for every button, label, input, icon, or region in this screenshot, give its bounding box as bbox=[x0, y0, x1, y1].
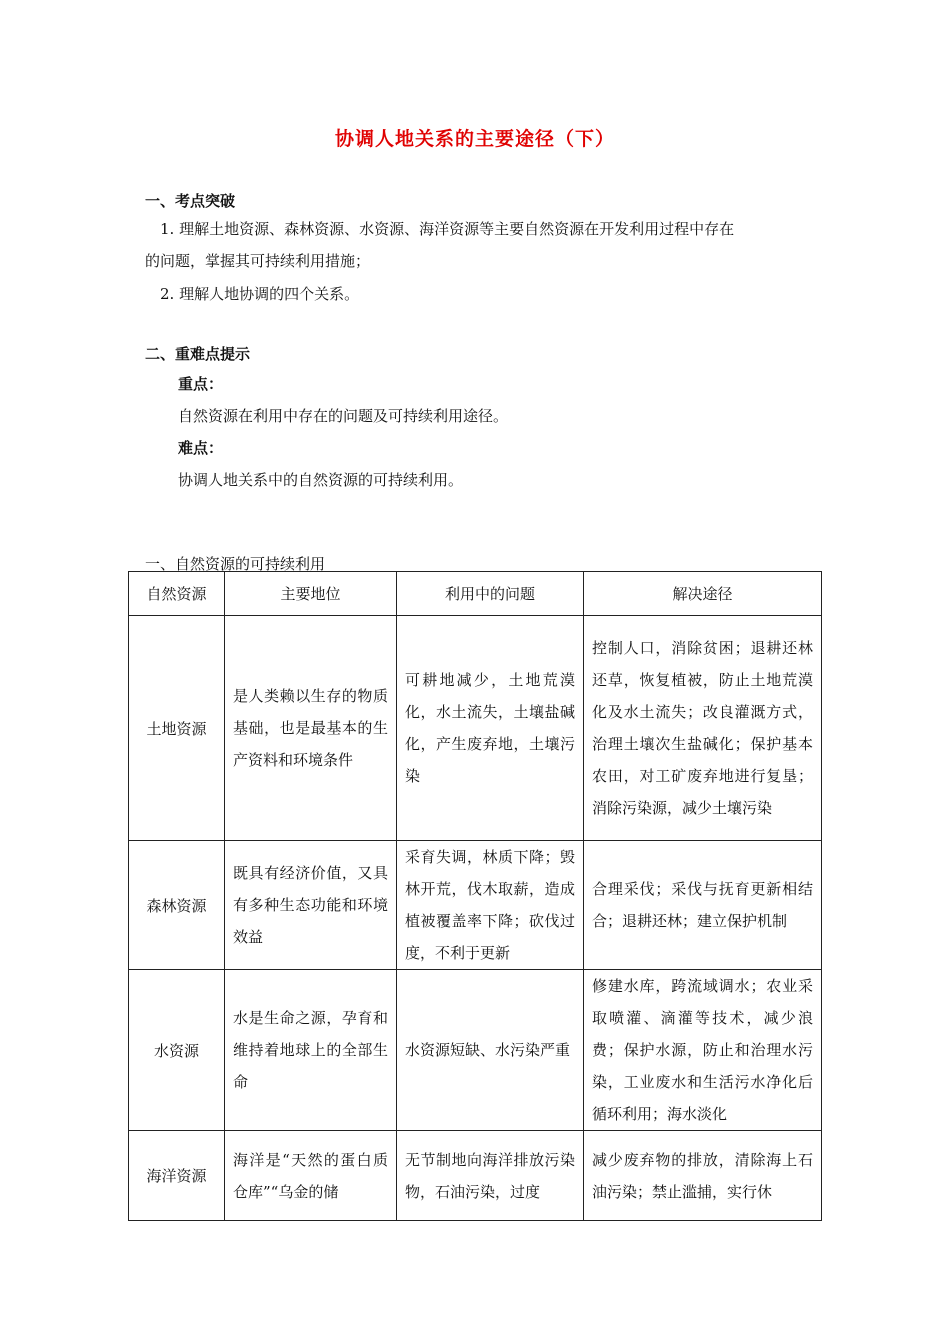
resources-table bbox=[128, 571, 822, 1221]
problems-text: 采育失调，林质下降；毁林开荒，伐木取薪，造成植被覆盖率下降；砍伐过度，不利于更新 bbox=[405, 848, 575, 962]
difficult-point-label: 难点： bbox=[178, 439, 224, 457]
resource-name: 海洋资源 bbox=[129, 1131, 225, 1221]
problems-cell bbox=[397, 616, 584, 841]
objective-1-line-1: 1. 理解土地资源、森林资源、水资源、海洋资源等主要自然资源在开发利用过程中存在 bbox=[160, 220, 735, 238]
header-resource: 自然资源 bbox=[129, 572, 225, 616]
header-status: 主要地位 bbox=[225, 572, 397, 616]
status-cell bbox=[225, 841, 397, 970]
table-row bbox=[129, 841, 822, 970]
problems-cell bbox=[397, 970, 584, 1131]
difficult-point-text: 协调人地关系中的自然资源的可持续利用。 bbox=[178, 471, 464, 489]
problems-text: 可耕地减少，土地荒漠化，水土流失，土壤盐碱化，产生废弃地，土壤污染 bbox=[405, 671, 575, 785]
table-row bbox=[129, 1131, 822, 1221]
status-text: 水是生命之源，孕育和维持着地球上的全部生命 bbox=[233, 1009, 388, 1091]
table-row bbox=[129, 970, 822, 1131]
section-heading-focus: 二、重难点提示 bbox=[145, 345, 251, 363]
status-text: 是人类赖以生存的物质基础，也是最基本的生产资料和环境条件 bbox=[233, 687, 388, 769]
solutions-text: 控制人口，消除贫困；退耕还林还草，恢复植被，防止土地荒漠化及水土流失；改良灌溉方式，治理土壤次生盐碱化；保护基本农田，对工矿废弃地进行复垦；消除污染源，减少土壤污染 bbox=[592, 639, 813, 817]
header-problems: 利用中的问题 bbox=[397, 572, 584, 616]
page-title: 协调人地关系的主要途径（下） bbox=[334, 128, 615, 150]
section-heading-key-points: 一、考点突破 bbox=[145, 192, 236, 210]
solutions-cell bbox=[584, 616, 822, 841]
objective-1-line-2: 的问题，掌握其可持续利用措施； bbox=[145, 252, 371, 270]
problems-text: 水资源短缺、水污染严重 bbox=[405, 1041, 571, 1059]
status-cell bbox=[225, 970, 397, 1131]
status-cell bbox=[225, 1131, 397, 1221]
status-cell bbox=[225, 616, 397, 841]
solutions-cell bbox=[584, 970, 822, 1131]
solutions-cell bbox=[584, 1131, 822, 1221]
table-row bbox=[129, 616, 822, 841]
problems-cell bbox=[397, 1131, 584, 1221]
solutions-text: 合理采伐；采伐与抚育更新相结合；退耕还林；建立保护机制 bbox=[592, 880, 813, 930]
status-text: 海洋是“天然的蛋白质仓库”“乌金的储 bbox=[233, 1150, 388, 1201]
table-caption: 一、自然资源的可持续利用 bbox=[145, 555, 326, 573]
objective-2: 2. 理解人地协调的四个关系。 bbox=[160, 285, 360, 303]
resource-name: 水资源 bbox=[129, 970, 225, 1131]
resource-name: 森林资源 bbox=[129, 841, 225, 970]
status-text: 既具有经济价值，又具有多种生态功能和环境效益 bbox=[233, 864, 388, 946]
key-point-label: 重点： bbox=[178, 375, 224, 393]
problems-text: 无节制地向海洋排放污染物，石油污染，过度 bbox=[405, 1150, 575, 1201]
resource-name: 土地资源 bbox=[129, 616, 225, 841]
problems-cell bbox=[397, 841, 584, 970]
table-header-row bbox=[129, 572, 822, 616]
header-solutions: 解决途径 bbox=[584, 572, 822, 616]
solutions-text: 修建水库，跨流域调水；农业采取喷灌、滴灌等技术，减少浪费；保护水源，防止和治理水污染，工业废水和生活污水净化后循环利用；海水淡化 bbox=[592, 977, 813, 1123]
solutions-text: 减少废弃物的排放，清除海上石油污染；禁止滥捕，实行休 bbox=[592, 1150, 813, 1201]
key-point-text: 自然资源在利用中存在的问题及可持续利用途径。 bbox=[178, 407, 509, 425]
solutions-cell bbox=[584, 841, 822, 970]
